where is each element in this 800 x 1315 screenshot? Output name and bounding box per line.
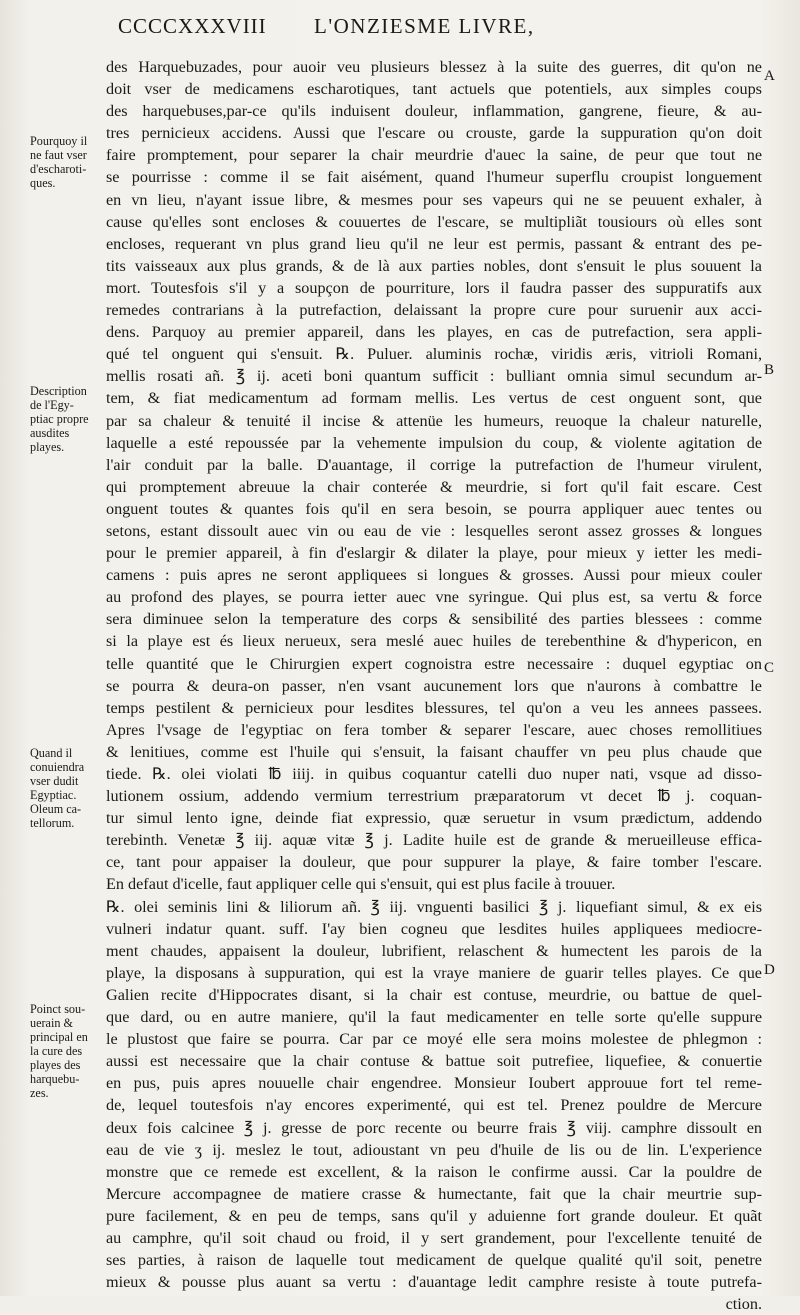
text-line: l'air conduit par la balle. D'auantage, il corrige la putrefaction de l'humeur virulent, bbox=[106, 455, 762, 474]
text-line: tur simul lento igne, deinde fiat expressio, quæ seruetur in vsum prædictum, addendo bbox=[106, 809, 762, 828]
text-line: mellis rosati añ. ℥ ij. aceti boni quantum sufficit : bulliant omnia simul secundum ar- bbox=[106, 367, 762, 386]
text-line: Mercure accompagnee de matiere crasse & humectante, fait que la chair meurtrie sup- bbox=[106, 1184, 762, 1203]
text-line: ction. bbox=[725, 1295, 762, 1314]
text-line: se pourrisse : comme il se fait aisément, quand l'humeur superflu croupist longuement bbox=[106, 168, 762, 187]
text-line: que dard, ou en autre maniere, qu'il la faut medicamenter en telle sorte qu'elle suppure bbox=[106, 1008, 762, 1027]
text-line: lutionem ossium, addendo vermium terrestrium præparatorum vt decet ℔ j. coquan- bbox=[106, 787, 762, 806]
text-line: tres pernicieux accidens. Aussi que l'escare ou crouste, garde la suppuration qu'on doit bbox=[106, 124, 762, 143]
text-line: le plustost que faire se pourra. Car par ce moyé elle sera moins molestee de phlegmon : bbox=[106, 1030, 762, 1049]
text-line: en pus, puis apres nouuelle chair engendree. Monsieur Ioubert approuue fort tel reme- bbox=[106, 1074, 762, 1093]
text-line: ses parties, à raison de laquelle tout medicament de quelque qualité qu'il soit, penetre bbox=[106, 1251, 762, 1270]
text-line: encloses, requerant vn plus grand lieu qu'il ne leur est permis, passant & entrant des pe- bbox=[106, 234, 762, 253]
text-line: monstre que ce remede est excellent, & la raison le confirme aussi. Car la pouldre de bbox=[106, 1162, 762, 1181]
text-line: au camphre, qu'il soit chaud ou froid, il y sert grandement, pour l'excellente tenuité de bbox=[106, 1228, 762, 1247]
text-line: & lenitiues, comme est l'huile qui s'ensuit, la faisant chauffer vn peu plus chaude que bbox=[106, 742, 762, 761]
text-line: telle quantité que le Chirurgien expert cognoistra estre necessaire : duquel egyptiac on bbox=[106, 654, 762, 673]
text-line: aussi est necessaire que la chair contuse & battue soit putrefiee, liquefiee, & conuertie bbox=[106, 1052, 762, 1071]
text-line: vulneri indatur quant. suff. I'ay bien cogneu que lesdites huiles appliquees mediocre- bbox=[106, 919, 762, 938]
section-letter-d: D bbox=[764, 962, 775, 978]
text-line: cause qu'elles sont encloses & couuertes de l'escare, se multipliãt tousiours où elles sont bbox=[106, 212, 762, 231]
text-line: des harquebuses,par-ce qu'ils induisent douleur, inflammation, gangrene, fieure, & au- bbox=[106, 102, 762, 121]
text-line: qué tel onguent qui s'ensuit. ℞. Puluer. aluminis rochæ, viridis æris, vitrioli Romani, bbox=[106, 345, 762, 364]
text-line: camens : puis apres ne seront appliquees si longues & grosses. Aussi pour mieux couler bbox=[106, 566, 762, 585]
section-letter-c: C bbox=[764, 660, 775, 676]
text-line: mieux & pousse plus auant sa vertu : d'auantage ledit camphre resiste à toute putrefa- bbox=[106, 1273, 762, 1292]
text-line: terebinth. Venetæ ℥ iij. aquæ vitæ ℥ j. Ladite huile est de grande & merueilleuse effica- bbox=[106, 831, 762, 850]
text-line: Apres l'vsage de l'egyptiac on fera tomber & separer l'escare, auec choses remollitiues bbox=[106, 720, 762, 739]
text-line: laquelle a esté repoussée par la vehemente impulsion du coup, & violente agitation de bbox=[106, 433, 762, 452]
running-title: L'ONZIESME LIVRE, bbox=[314, 14, 535, 38]
text-line: playe, la disposans à suppuration, qui est la vraye maniere de guarir telles playes. Ce que bbox=[106, 963, 762, 982]
text-line: au profond des playes, se pourra ietter auec vne syringue. Qui plus est, sa vertu & force bbox=[106, 588, 762, 607]
text-line: en vn lieu, n'ayant issue libre, & mesmes pour ses vapeurs qui ne se peuuent exhaler, à bbox=[106, 190, 762, 209]
text-line: faire promptement, pour separer la chair meurdrie d'auec la saine, de peur que tout ne bbox=[106, 146, 762, 165]
text-line: pure facilement, & en peu de temps, sans qu'il y aduienne fort grande douleur. Et quãt bbox=[106, 1206, 762, 1225]
text-line: doit vser de medicamens escharotiques, tant actuels que potentiels, aux simples coups bbox=[106, 80, 762, 99]
text-line: onguent toutes & quantes fois qu'il en sera besoin, se pourra appliquer auec tentes ou bbox=[106, 499, 762, 518]
folio-number: CCCCXXXVIII bbox=[118, 14, 267, 38]
text-line: sera diminuee selon la temperature des corps & sensibilité des parties blessees : comme bbox=[106, 610, 762, 629]
text-line: deux fois calcinee ℥ j. gresse de porc recente ou beurre frais ℥ viij. camphre dissoult en bbox=[106, 1118, 762, 1137]
text-line: ce, tant pour appaiser la douleur, que pour suppurer la playe, & faire tomber l'escare. bbox=[106, 853, 762, 872]
text-line: temps pestilent & pernicieux pour lesdites blessures, tel qu'on a veu les annees passees. bbox=[106, 698, 762, 717]
text-line: par sa chaleur & tenuité il incise & attenüe les humeurs, reuoque la chaleur naturelle, bbox=[106, 411, 762, 430]
text-line: des Harquebuzades, pour auoir veu plusieurs blessez à la suite des guerres, dit qu'on ne bbox=[106, 58, 762, 76]
text-line: dens. Parquoy au premier appareil, dans les playes, en cas de putrefaction, sera appli- bbox=[106, 323, 762, 342]
text-line: de, lequel toutesfois n'ay encores experimenté, qui est tel. Prenez pouldre de Mercure bbox=[106, 1096, 762, 1115]
margin-note-egyptiac-description: Description de l'Egy- ptiac propre ausdites playes. bbox=[30, 384, 89, 454]
text-line: ℞. olei seminis lini & liliorum añ. ℥ iij. vnguenti basilici ℥ j. liquefiant simul, & ex eis bbox=[106, 897, 762, 916]
text-line: tiede. ℞. olei violati ℔ iiij. in quibus coquantur catelli duo nuper nati, vsque ad disso- bbox=[106, 765, 762, 783]
text-line: si la playe est és lieux nerueux, sera meslé auec huiles de terebenthine & d'hypericon, en bbox=[106, 632, 762, 651]
text-line: tits vaisseaux aux plus grands, & de là aux parties nobles, dont s'ensuit le plus souuent la bbox=[106, 256, 762, 275]
page-header bbox=[118, 14, 758, 44]
margin-note-escharotiques: Pourquoy il ne faut vser d'escharoti- ques. bbox=[30, 134, 88, 190]
text-line: En defaut d'icelle, faut appliquer celle qui s'ensuit, qui est plus facile à trouuer. bbox=[106, 875, 616, 894]
text-line: setons, estant dissoult auec vin ou eau de vie : lesquelles seront assez grosses & longues bbox=[106, 521, 762, 540]
text-line: qui promptement abreuue la chair conterée & meurdrie, si fort qu'il fait escare. Cest bbox=[106, 477, 762, 496]
text-line: ment chaudes, appaisent la douleur, lubrifient, relaschent & humectent les parois de la bbox=[106, 941, 762, 960]
text-line: mort. Toutesfois s'il y a soupçon de pourriture, lors il faudra passer des suppuratifs aux bbox=[106, 278, 762, 297]
section-letter-b: B bbox=[764, 362, 775, 378]
margin-note-principal-point: Poinct sou- uerain & principal en la cure des playes des harquebu- zes. bbox=[30, 1002, 88, 1100]
main-text-block bbox=[106, 56, 762, 1315]
text-line: pour le premier appareil, à fin d'eslargir & dilater la playe, pour mieux y ietter les medi- bbox=[106, 544, 762, 563]
section-letter-a: A bbox=[764, 68, 775, 84]
text-line: tem, & fiat medicamentum ad formam mellis. Les vertus de cest onguent sont, que bbox=[106, 389, 762, 408]
text-line: Galien recite d'Hippocrates disant, si la chair est contuse, meurdrie, ou battue de quel- bbox=[106, 985, 762, 1004]
text-line: eau de vie ʒ ij. meslez le tout, adioustant vn peu d'huile de lis ou de lin. L'experience bbox=[106, 1140, 762, 1159]
margin-note-egyptiac-use: Quand il conuiendra vser dudit Egyptiac. Oleum ca- tellorum. bbox=[30, 746, 85, 830]
text-line: se pourra & deura-on passer, n'en vsant aucunement lors que n'aurons à combattre le bbox=[106, 676, 762, 695]
text-line: remedes contrarians à la putrefaction, delaissant la propre cure pour suruenir aux acci- bbox=[106, 301, 762, 320]
